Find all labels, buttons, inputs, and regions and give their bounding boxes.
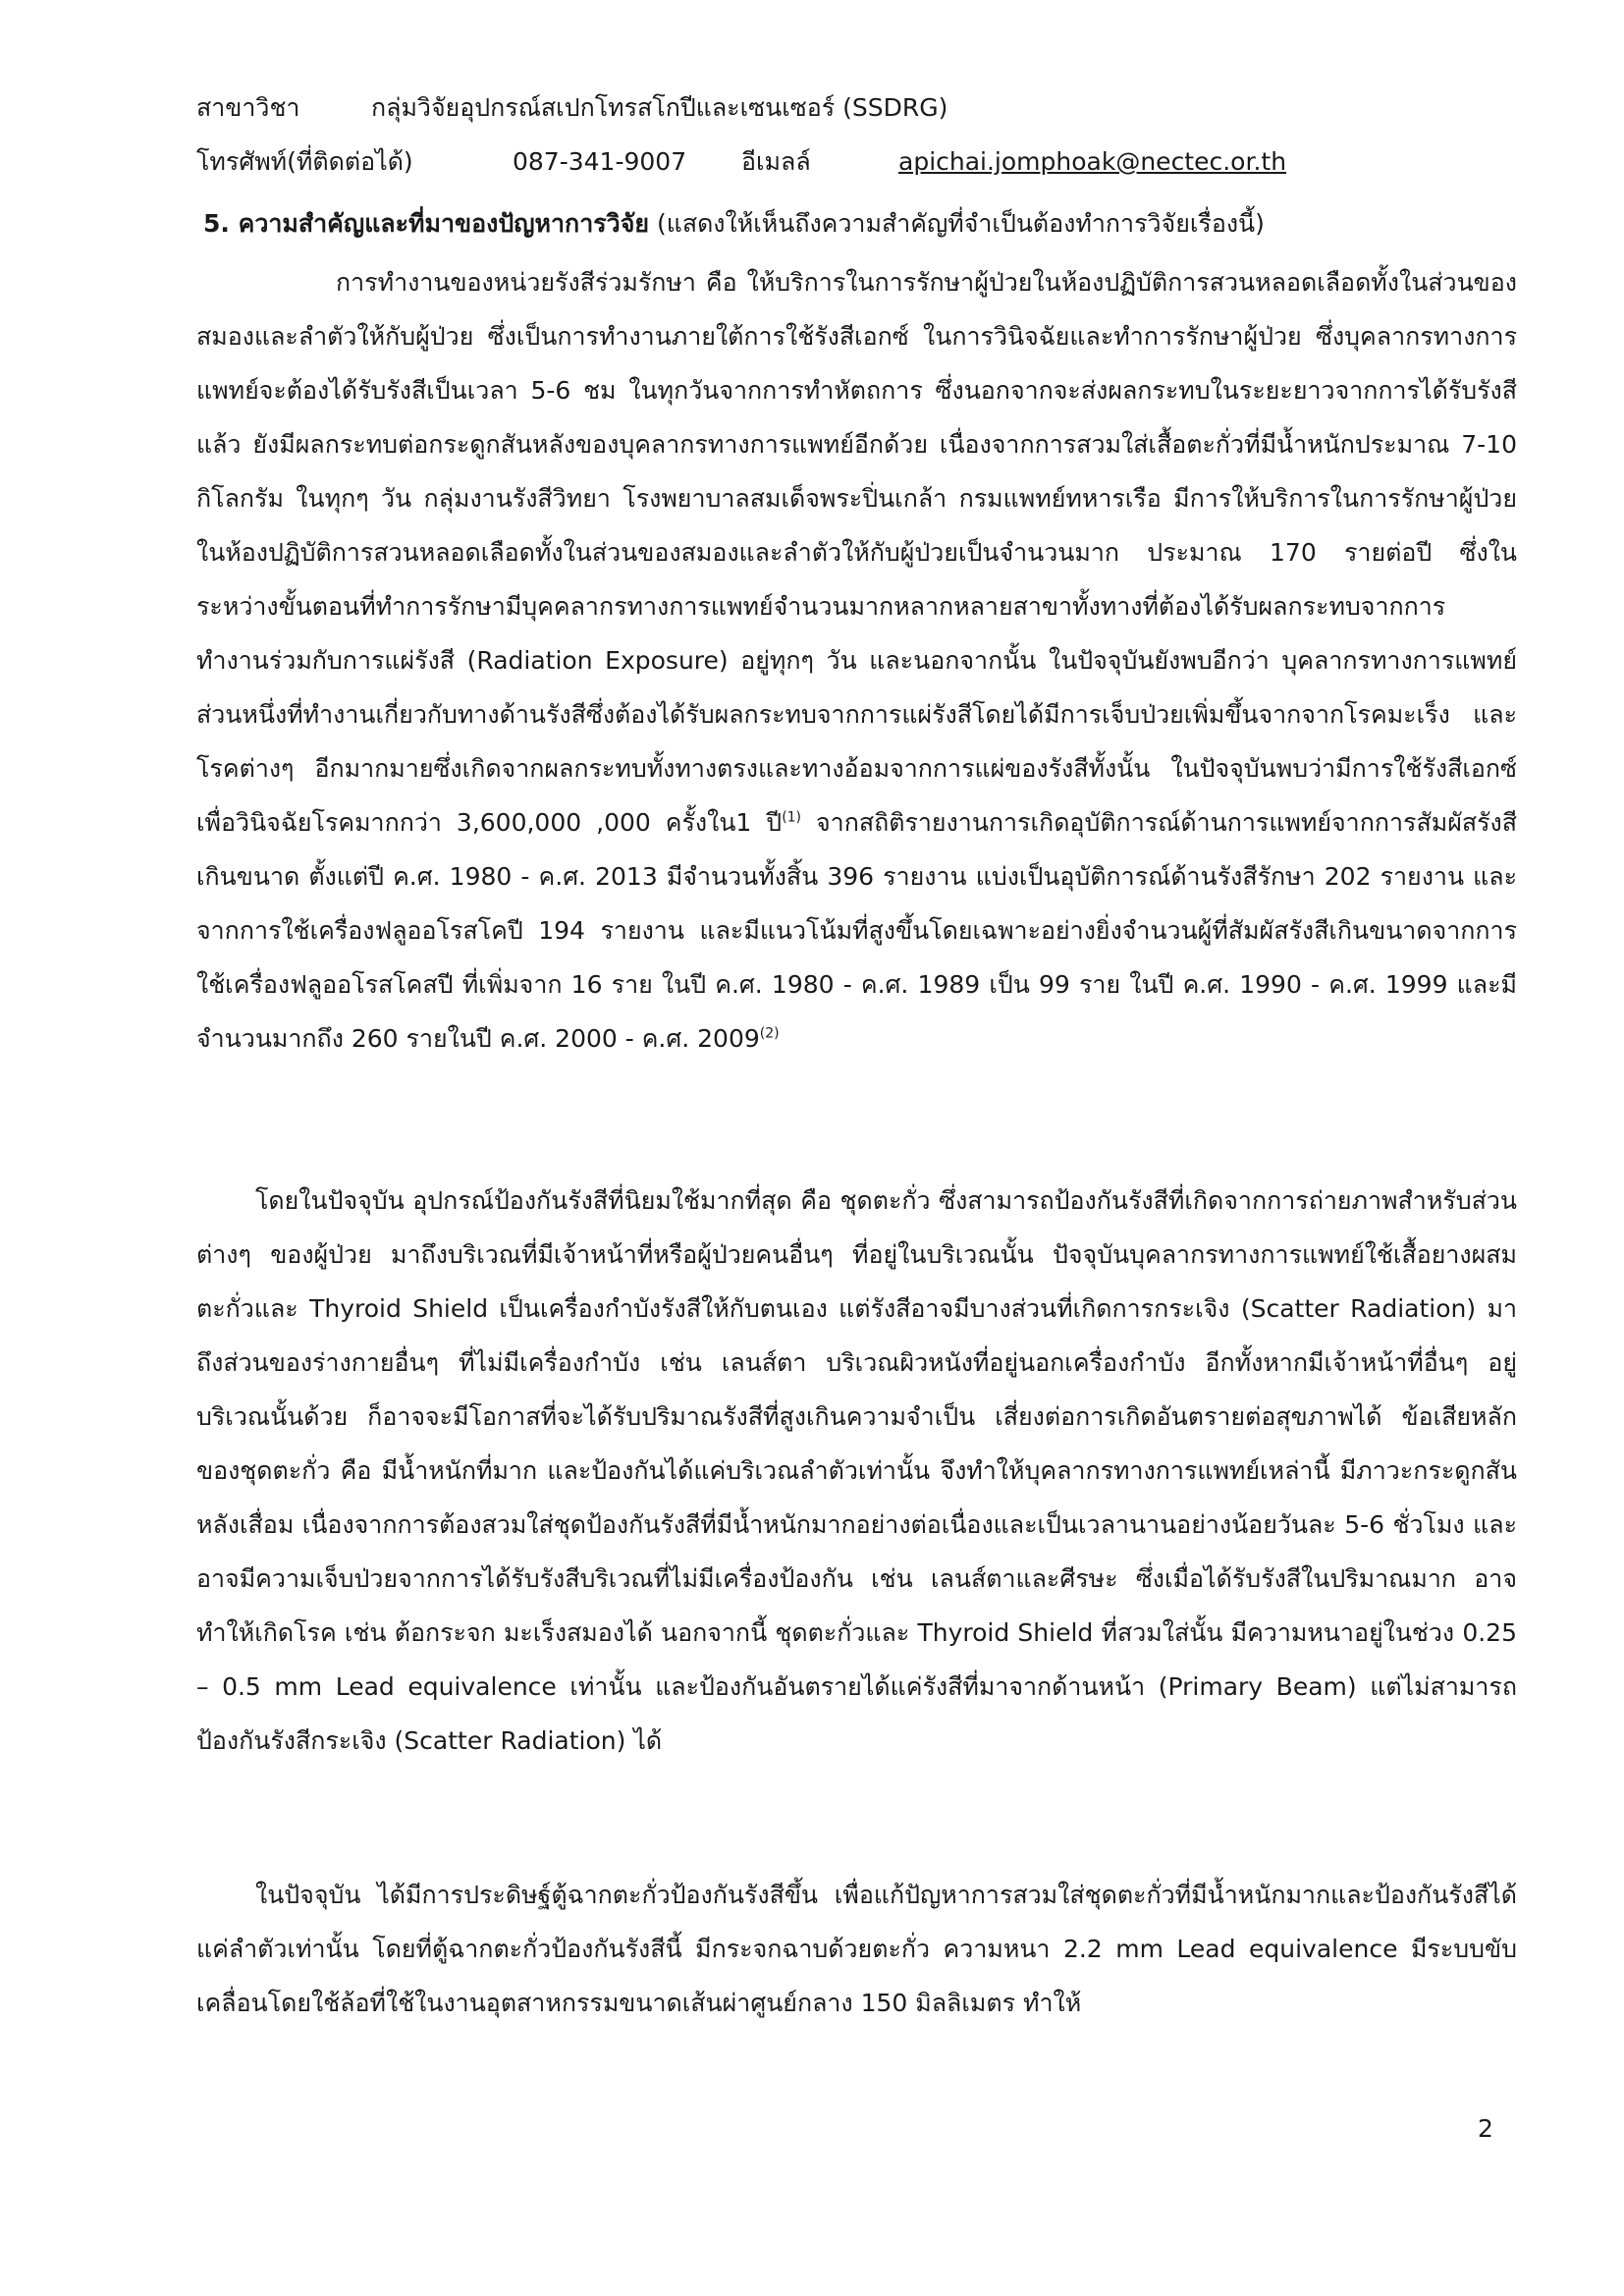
phone-value: 087-341-9007 [513,147,687,176]
paragraph-1-continued: จากสถิติรายงานการเกิดอุบัติการณ์ด้านการแพทย์จากการสัมผัสรังสีเกินขนาด ตั้งแต่ปี ค.ศ. 1980 - ค.ศ. 2013 มีจำนวนทั้งสิ้น 396 รายงาน แบ่งเป็นอุบัติการณ์ด้านรังสีรักษา 202 รายงาน และจากการใช้เครื่องฟลูออโรสโคปี 194 รายงาน และมีแนวโน้มที่สูงขึ้นโดยเฉพาะอย่างยิ่งจำนวนผู้ที่สัมผัสรังสีเกินขนาดจากการใช้เครื่องฟลูออโรสโคสปี ที่เพิ่มจาก 16 ราย ในปี ค.ศ. 1980 - ค.ศ. 1989 เป็น 99 ราย ในปี ค.ศ. 1990 - ค.ศ. 1999 และมีจำนวนมากถึง 260 รายในปี ค.ศ. 2000 - ค.ศ. 2009 [196,808,1517,1053]
paragraph-2-text: โดยในปัจจุบัน อุปกรณ์ป้องกันรังสีที่นิยมใช้มากที่สุด คือ ชุดตะกั่ว ซึ่งสามารถป้องกันรังสีที่เกิดจากการถ่ายภาพสำหรับส่วนต่างๆ ของผู้ป่วย มาถึงบริเวณที่มีเจ้าหน้าที่หรือผู้ป่วยคนอื่นๆ ที่อยู่ในบริเวณนั้น ปัจจุบันบุคลากรทางการแพทย์ใช้เสื้อยางผสมตะกั่วและ Thyroid Shield เป็นเครื่องกำบังรังสีให้กับตนเอง แต่รังสีอาจมีบางส่วนที่เกิดการกระเจิง (Scatter Radiation) มาถึงส่วนของร่างกายอื่นๆ ที่ไม่มีเครื่องกำบัง เช่น เลนส์ตา บริเวณผิวหนังที่อยู่นอกเครื่องกำบัง อีกทั้งหากมีเจ้าหน้าที่อื่นๆ อยู่บริเวณนั้นด้วย ก็อาจจะมีโอกาสที่จะได้รับปริมาณรังสีที่สูงเกินความจำเป็น เสี่ยงต่อการเกิดอันตรายต่อสุขภาพได้ ข้อเสียหลักของชุดตะกั่ว คือ มีน้ำหนักที่มาก และป้องกันได้แค่บริเวณลำตัวเท่านั้น จึงทำให้บุคลากรทางการแพทย์เหล่านี้ มีภาวะกระดูกสันหลังเสื่อม เนื่องจากการต้องสวมใส่ชุดป้องกันรังสีที่มีน้ำหนักมากอย่างต่อเนื่องและเป็นเวลานานอย่างน้อยวันละ 5-6 ชั่วโมง และอาจมีความเจ็บป่วยจากการได้รับรังสีบริเวณที่ไม่มีเครื่องป้องกัน เช่น เลนส์ตาและศีรษะ ซึ่งเมื่อได้รับรังสีในปริมาณมาก อาจทำให้เกิดโรค เช่น ต้อกระจก มะเร็งสมองได้ นอกจากนี้ ชุดตะกั่วและ Thyroid Shield ที่สวมใส่นั้น มีความหนาอยู่ในช่วง 0.25 – 0.5 mm Lead equivalence เท่านั้น และป้องกันอันตรายได้แค่รังสีที่มาจากด้านหน้า (Primary Beam) แต่ไม่สามารถป้องกันรังสีกระเจิง (Scatter Radiation) ได้ [196,1186,1517,1755]
paragraph-1-text: การทำงานของหน่วยรังสีร่วมรักษา คือ ให้บริการในการรักษาผู้ป่วยในห้องปฏิบัติการสวนหลอดเลือดทั้งในส่วนของสมองและลำตัวให้กับผู้ป่วย ซึ่งเป็นการทำงานภายใต้การใช้รังสีเอกซ์ ในการวินิจฉัยและทำการรักษาผู้ป่วย ซึ่งบุคลากรทางการแพทย์จะต้องได้รับรังสีเป็นเวลา 5-6 ชม ในทุกวันจากการทำหัตถการ ซึ่งนอกจากจะส่งผลกระทบในระยะยาวจากการได้รับรังสีแล้ว ยังมีผลกระทบต่อกระดูกสันหลังของบุคลากรทางการแพทย์อีกด้วย เนื่องจากการสวมใส่เสื้อตะกั่วที่มีน้ำหนักประมาณ 7-10 กิโลกรัม ในทุกๆ วัน กลุ่มงานรังสีวิทยา โรงพยาบาลสมเด็จพระปิ่นเกล้า กรมแพทย์ทหารเรือ มีการให้บริการในการรักษาผู้ป่วยในห้องปฏิบัติการสวนหลอดเลือดทั้งในส่วนของสมองและลำตัวให้กับผู้ป่วยเป็นจำนวนมาก ประมาณ 170 รายต่อปี ซึ่งในระหว่างขั้นตอนที่ทำการรักษามีบุคคลากรทางการแพทย์จำนวนมากหลากหลายสาขาทั้งทางที่ต้องได้รับผลกระทบจากการทำงานร่วมกับการแผ่รังสี (Radiation Exposure) อยู่ทุกๆ วัน และนอกจากนั้น ในปัจจุบันยังพบอีกว่า บุคลากรทางการแพทย์ส่วนหนึ่งที่ทำงานเกี่ยวกับทางด้านรังสีซึ่งต้องได้รับผลกระทบจากการแผ่รังสีโดยได้มีการเจ็บป่วยเพิ่มขึ้นจากจากโรคมะเร็ง และโรคต่างๆ อีกมากมายซึ่งเกิดจากผลกระทบทั้งทางตรงและทางอ้อมจากการแผ่ของรังสีทั้งนั้น ในปัจจุบันพบว่ามีการใช้รังสีเอกซ์เพื่อวินิจฉัยโรคมากกว่า 3,600,000 ,000 ครั้งใน1 ปี [196,268,1517,837]
citation-1: (1) [782,809,802,826]
phone-label: โทรศัพท์(ที่ติดต่อได้) [196,147,413,176]
paragraph-1 [196,255,1517,1066]
section-title: 5. ความสำคัญและที่มาของปัญหาการวิจัย [203,209,649,238]
email-link[interactable]: apichai.jomphoak@nectec.or.th [898,147,1287,176]
paragraph-2 [196,1174,1517,1768]
email-label: อีเมลล์ [741,147,811,176]
citation-2: (2) [759,1025,780,1042]
department-label: สาขาวิชา [196,93,300,122]
section-note: (แสดงให้เห็นถึงความสำคัญที่จำเป็นต้องทำการวิจัยเรื่องนี้) [649,209,1265,238]
page-number: 2 [1478,2114,1493,2143]
paragraph-3 [196,1868,1517,2030]
section-heading [203,196,1265,250]
paragraph-3-text: ในปัจจุบัน ได้มีการประดิษฐ์ตู้ฉากตะกั่วป้องกันรังสีขึ้น เพื่อแก้ปัญหาการสวมใส่ชุดตะกั่วที่มีน้ำหนักมากและป้องกันรังสีได้แค่ลำตัวเท่านั้น โดยที่ตู้ฉากตะกั่วป้องกันรังสีนี้ มีกระจกฉาบด้วยตะกั่ว ความหนา 2.2 mm Lead equivalence มีระบบขับเคลื่อนโดยใช้ล้อที่ใช้ในงานอุตสาหกรรมขนาดเส้นผ่าศูนย์กลาง 150 มิลลิเมตร ทำให้ [196,1881,1517,2017]
department-value: กลุ่มวิจัยอุปกรณ์สเปกโทรสโกปีและเซนเซอร์ (SSDRG) [371,93,948,122]
